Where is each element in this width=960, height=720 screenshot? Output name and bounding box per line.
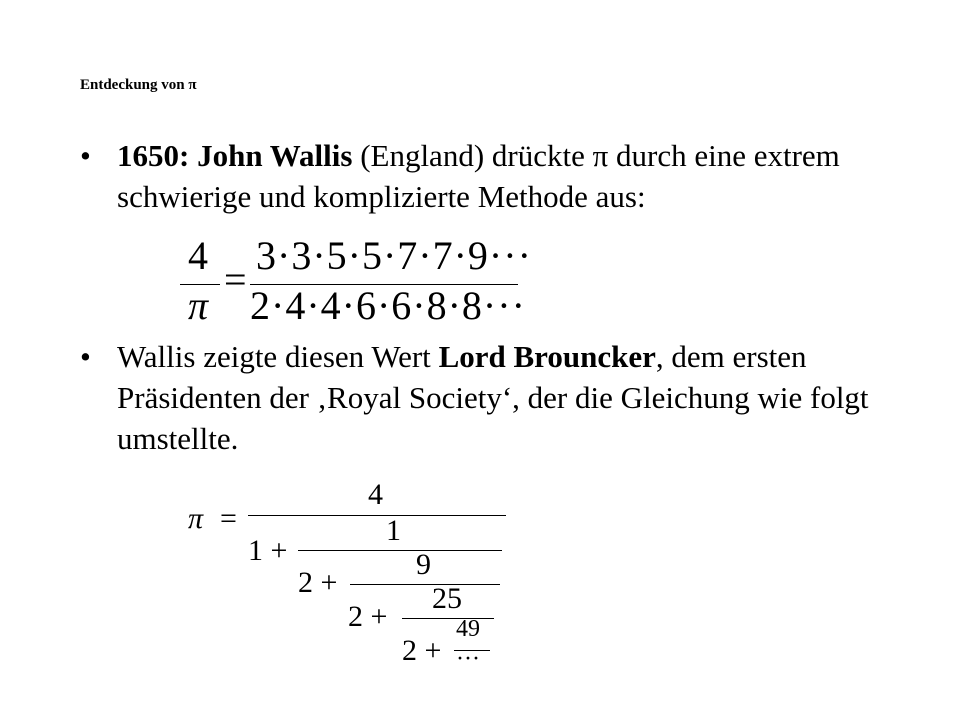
bullet-brouncker: [80, 336, 917, 459]
cf-tail-ellipsis: ···: [456, 646, 480, 672]
wallis-product-formula: [180, 232, 540, 328]
bullet-marker: •: [80, 339, 91, 374]
cf-bar-0: [248, 515, 506, 516]
bullet-marker: •: [80, 138, 91, 173]
brouncker-continued-fraction: [180, 478, 520, 688]
slide-title: Entdeckung von π: [80, 77, 197, 93]
bullet-wallis-bold: 1650: John Wallis: [117, 138, 353, 173]
cf-denominator-0: 1 +: [248, 534, 288, 567]
rhs-denominator: 2·4·4·6·6·8·8···: [250, 283, 526, 328]
lhs-numerator: 4: [188, 233, 208, 278]
cf-denominator-1: 2 +: [298, 566, 338, 599]
equals-sign: =: [224, 257, 247, 302]
cf-denominator-2: 2 +: [348, 600, 388, 633]
cf-bar-2: [350, 584, 500, 585]
cf-denominator-3: 2 +: [402, 634, 442, 667]
bullet-brouncker-bold: Lord Brouncker: [438, 339, 656, 374]
rhs-numerator: 3·3·5·5·7·7·9···: [256, 233, 532, 278]
cf-pi: π: [188, 502, 204, 535]
bullet-brouncker-text-before: Wallis zeigte diesen Wert: [117, 339, 439, 374]
cf-numerator-4: 49: [456, 616, 480, 642]
cf-equals: =: [220, 502, 237, 535]
lhs-denominator: π: [188, 283, 209, 328]
cf-numerator-2: 9: [416, 548, 431, 581]
cf-bar-3: [402, 618, 494, 619]
cf-numerator-1: 1: [386, 514, 401, 547]
bullet-wallis-text: (England) drückte π durch eine extrem schwierige und komplizierte Methode aus:: [117, 138, 840, 214]
cf-numerator-3: 25: [432, 582, 462, 615]
cf-bar-1: [298, 550, 502, 551]
bullet-brouncker-text-after: , dem ersten Präsidenten der ‚Royal Society‘, der die Gleichung wie folgt umstellte.: [117, 339, 869, 456]
bullet-wallis: [80, 135, 917, 217]
cf-numerator-0: 4: [368, 478, 383, 511]
